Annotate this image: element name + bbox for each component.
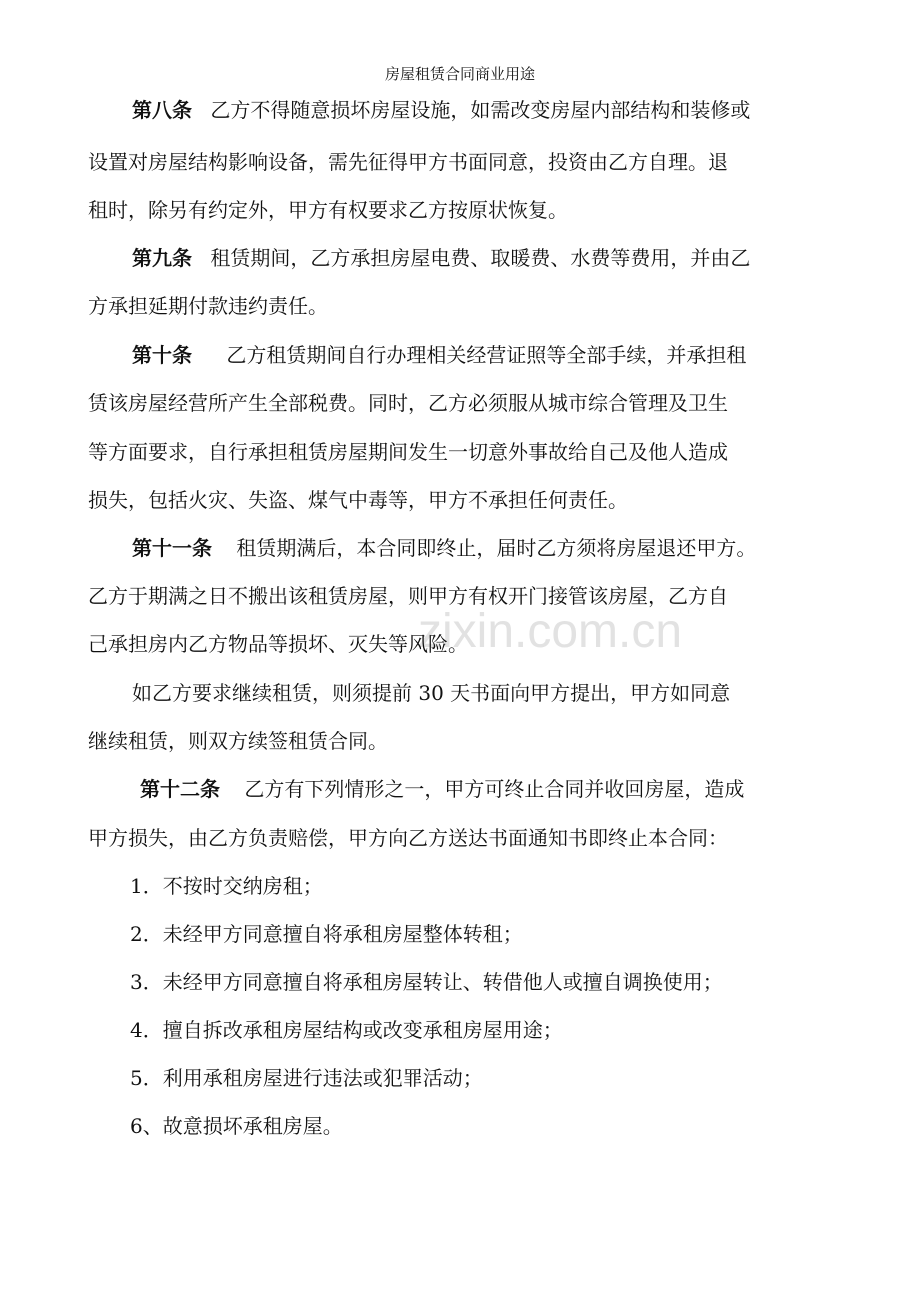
article-12-line: 甲方损失，由乙方负责赔偿，甲方向乙方送达书面通知书即终止本合同： xyxy=(88,826,728,850)
article-10-line: 损失，包括火灾、失盗、煤气中毒等，甲方不承担任何责任。 xyxy=(88,488,628,512)
article-10-line: 等方面要求，自行承担租赁房屋期间发生一切意外事故给自己及他人造成 xyxy=(88,440,728,464)
list-item: 6、故意损坏承租房屋。 xyxy=(130,1114,343,1138)
article-11-line: 己承担房内乙方物品等损坏、灭失等风险。 xyxy=(88,632,468,656)
article-11-line: 乙方于期满之日不搬出该租赁房屋，则甲方有权开门接管该房屋，乙方自 xyxy=(88,584,728,608)
page-header: 房屋租赁合同商业用途 xyxy=(384,65,535,83)
article-12-heading: 第十二条 xyxy=(140,777,220,801)
article-8-first-line xyxy=(132,94,750,126)
article-10-line: 赁该房屋经营所产生全部税费。同时，乙方必须服从城市综合管理及卫生 xyxy=(88,391,728,415)
article-10-heading: 第十条 xyxy=(132,343,192,367)
article-11-first-line xyxy=(132,532,756,564)
renewal-line: 继续租赁，则双方续签租赁合同。 xyxy=(88,729,388,753)
article-8-text: 乙方不得随意损坏房屋设施，如需改变房屋内部结构和装修或 xyxy=(210,98,751,122)
article-12-text: 乙方有下列情形之一，甲方可终止合同并收回房屋，造成 xyxy=(244,777,745,801)
article-9-heading: 第九条 xyxy=(132,246,192,270)
list-item: 5．利用承租房屋进行违法或犯罪活动； xyxy=(130,1066,483,1090)
article-8-line: 租时，除另有约定外，甲方有权要求乙方按原状恢复。 xyxy=(88,198,568,222)
article-10-first-line xyxy=(132,339,746,371)
renewal-line: 如乙方要求继续租赁，则须提前 30 天书面向甲方提出，甲方如同意 xyxy=(132,681,731,705)
list-item: 3．未经甲方同意擅自将承租房屋转让、转借他人或擅自调换使用； xyxy=(130,970,723,994)
watermark: zixin.com.cn xyxy=(418,605,683,658)
article-9-text: 租赁期间，乙方承担房屋电费、取暖费、水费等费用，并由乙 xyxy=(210,246,751,270)
article-10-text: 乙方租赁期间自行办理相关经营证照等全部手续，并承担租 xyxy=(226,343,747,367)
article-11-heading: 第十一条 xyxy=(132,536,212,560)
list-item: 2．未经甲方同意擅自将承租房屋整体转租； xyxy=(130,922,523,946)
article-8-line: 设置对房屋结构影响设备，需先征得甲方书面同意，投资由乙方自理。退 xyxy=(88,150,728,174)
list-item: 4．擅自拆改承租房屋结构或改变承租房屋用途； xyxy=(130,1018,563,1042)
list-item: 1．不按时交纳房租； xyxy=(130,874,323,898)
article-11-text: 租赁期满后，本合同即终止，届时乙方须将房屋退还甲方。 xyxy=(236,536,757,560)
article-12-first-line xyxy=(140,773,744,805)
article-9-line: 方承担延期付款违约责任。 xyxy=(88,294,328,318)
article-8-heading: 第八条 xyxy=(132,98,192,122)
article-9-first-line xyxy=(132,242,750,274)
